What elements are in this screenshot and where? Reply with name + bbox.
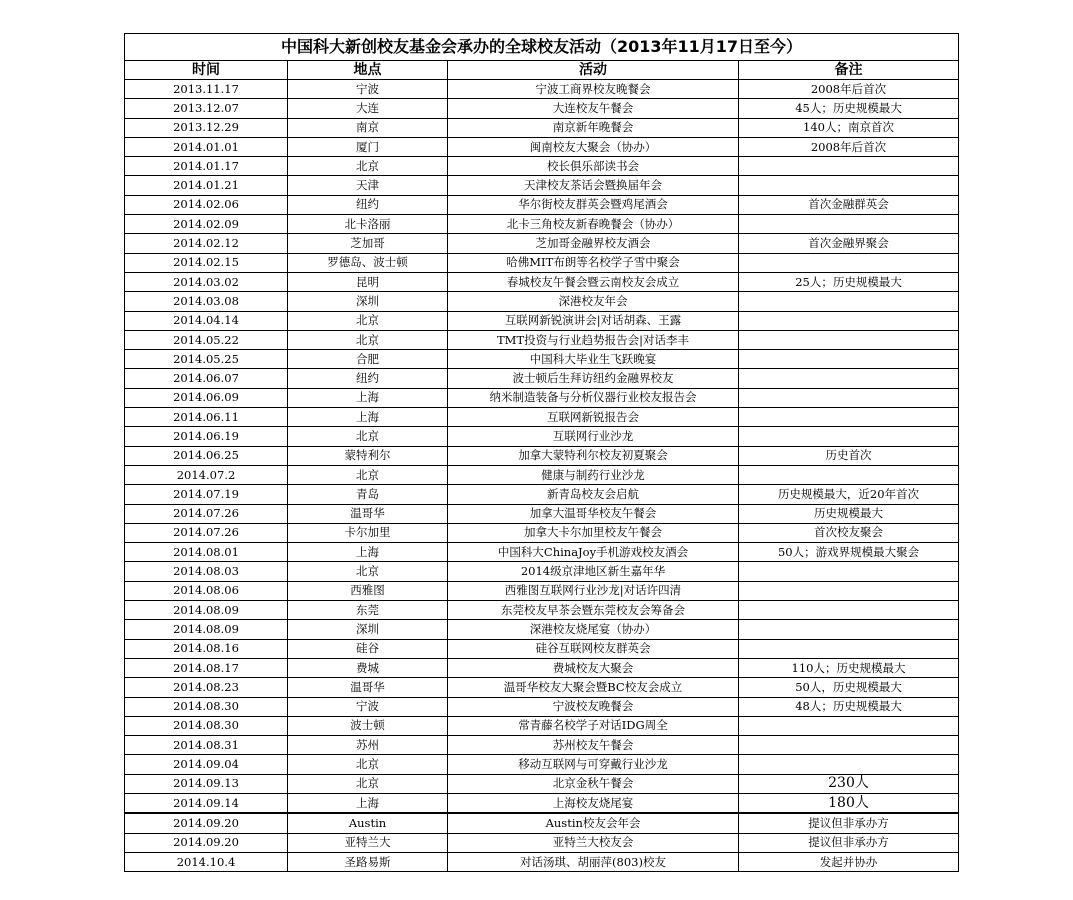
cell-activity: 大连校友午餐会 bbox=[448, 99, 739, 118]
cell-activity: 中国科大ChinaJoy手机游戏校友酒会 bbox=[448, 543, 739, 562]
table-row bbox=[125, 176, 959, 195]
table-row bbox=[125, 311, 959, 330]
cell-activity: 北京金秋午餐会 bbox=[448, 774, 739, 793]
cell-activity: 闽南校友大聚会（协办） bbox=[448, 137, 739, 156]
cell-date: 2014.02.09 bbox=[125, 215, 288, 234]
table-row bbox=[125, 253, 959, 272]
cell-activity: 西雅图互联网行业沙龙|对话许四清 bbox=[448, 581, 739, 600]
table-row bbox=[125, 852, 959, 871]
cell-place: 北京 bbox=[288, 562, 448, 581]
cell-activity: 新青岛校友会启航 bbox=[448, 485, 739, 504]
table-row bbox=[125, 601, 959, 620]
table-row bbox=[125, 774, 959, 793]
cell-note: 110人；历史规模最大 bbox=[739, 658, 959, 677]
cell-date: 2014.09.13 bbox=[125, 774, 288, 793]
cell-place: 上海 bbox=[288, 793, 448, 813]
header-activity: 活动 bbox=[448, 61, 739, 80]
cell-note bbox=[739, 427, 959, 446]
cell-note bbox=[739, 736, 959, 755]
cell-date: 2014.08.23 bbox=[125, 678, 288, 697]
activity-table bbox=[124, 33, 959, 872]
cell-note: 历史规模最大 bbox=[739, 504, 959, 523]
cell-activity: 校长俱乐部读书会 bbox=[448, 157, 739, 176]
table-row bbox=[125, 388, 959, 407]
table-row bbox=[125, 678, 959, 697]
cell-activity: 深港校友年会 bbox=[448, 292, 739, 311]
cell-activity: 加拿大蒙特利尔校友初夏聚会 bbox=[448, 446, 739, 465]
cell-place: 上海 bbox=[288, 388, 448, 407]
cell-activity: 互联网新锐报告会 bbox=[448, 408, 739, 427]
cell-place: 亚特兰大 bbox=[288, 833, 448, 852]
cell-activity: 中国科大毕业生飞跃晚宴 bbox=[448, 350, 739, 369]
cell-activity: 移动互联网与可穿戴行业沙龙 bbox=[448, 755, 739, 774]
table-row bbox=[125, 658, 959, 677]
cell-date: 2014.08.06 bbox=[125, 581, 288, 600]
cell-date: 2014.07.19 bbox=[125, 485, 288, 504]
cell-note: 首次金融群英会 bbox=[739, 195, 959, 214]
cell-activity: 硅谷互联网校友群英会 bbox=[448, 639, 739, 658]
table-row bbox=[125, 330, 959, 349]
cell-note bbox=[739, 639, 959, 658]
cell-note: 历史首次 bbox=[739, 446, 959, 465]
cell-activity: 纳米制造装备与分析仪器行业校友报告会 bbox=[448, 388, 739, 407]
table-row bbox=[125, 195, 959, 214]
table-row bbox=[125, 427, 959, 446]
cell-place: 深圳 bbox=[288, 292, 448, 311]
cell-note bbox=[739, 157, 959, 176]
cell-activity: 健康与制药行业沙龙 bbox=[448, 465, 739, 484]
table-row bbox=[125, 408, 959, 427]
table-row bbox=[125, 369, 959, 388]
table-row bbox=[125, 813, 959, 833]
cell-place: 东莞 bbox=[288, 601, 448, 620]
cell-date: 2014.08.17 bbox=[125, 658, 288, 677]
cell-place: 昆明 bbox=[288, 272, 448, 291]
cell-note: 首次校友聚会 bbox=[739, 523, 959, 542]
cell-date: 2014.08.09 bbox=[125, 620, 288, 639]
table-row bbox=[125, 485, 959, 504]
cell-note bbox=[739, 620, 959, 639]
cell-date: 2014.03.02 bbox=[125, 272, 288, 291]
table-row bbox=[125, 465, 959, 484]
cell-place: 西雅图 bbox=[288, 581, 448, 600]
cell-place: 圣路易斯 bbox=[288, 852, 448, 871]
cell-activity: 温哥华校友大聚会暨BC校友会成立 bbox=[448, 678, 739, 697]
cell-date: 2014.09.20 bbox=[125, 813, 288, 833]
cell-place: 卡尔加里 bbox=[288, 523, 448, 542]
table-row bbox=[125, 157, 959, 176]
cell-activity: Austin校友会年会 bbox=[448, 813, 739, 833]
table-row bbox=[125, 755, 959, 774]
cell-place: 硅谷 bbox=[288, 639, 448, 658]
cell-note bbox=[739, 176, 959, 195]
cell-activity: 互联网新锐演讲会|对话胡森、王露 bbox=[448, 311, 739, 330]
cell-date: 2014.02.06 bbox=[125, 195, 288, 214]
cell-note: 25人；历史规模最大 bbox=[739, 272, 959, 291]
cell-date: 2014.09.20 bbox=[125, 833, 288, 852]
cell-date: 2014.06.25 bbox=[125, 446, 288, 465]
cell-activity: 常青藤名校学子对话IDG周全 bbox=[448, 716, 739, 735]
cell-activity: 苏州校友午餐会 bbox=[448, 736, 739, 755]
cell-note bbox=[739, 388, 959, 407]
table-row bbox=[125, 620, 959, 639]
cell-activity: 互联网行业沙龙 bbox=[448, 427, 739, 446]
cell-note bbox=[739, 369, 959, 388]
table-row bbox=[125, 272, 959, 291]
cell-date: 2014.02.15 bbox=[125, 253, 288, 272]
table-row bbox=[125, 736, 959, 755]
table-title: 中国科大新创校友基金会承办的全球校友活动（2013年11月17日至今） bbox=[125, 34, 959, 61]
table-row bbox=[125, 793, 959, 813]
cell-activity: 加拿大卡尔加里校友午餐会 bbox=[448, 523, 739, 542]
cell-activity: 波士顿后生拜访纽约金融界校友 bbox=[448, 369, 739, 388]
cell-date: 2014.08.03 bbox=[125, 562, 288, 581]
cell-place: 北京 bbox=[288, 157, 448, 176]
header-place: 地点 bbox=[288, 61, 448, 80]
cell-place: 宁波 bbox=[288, 80, 448, 99]
header-row bbox=[125, 61, 959, 80]
cell-note: 发起并协办 bbox=[739, 852, 959, 871]
cell-date: 2014.07.2 bbox=[125, 465, 288, 484]
cell-date: 2014.08.31 bbox=[125, 736, 288, 755]
cell-note: 50人，历史规模最大 bbox=[739, 678, 959, 697]
cell-date: 2013.12.29 bbox=[125, 118, 288, 137]
cell-activity: 东莞校友早茶会暨东莞校友会筹备会 bbox=[448, 601, 739, 620]
cell-date: 2013.12.07 bbox=[125, 99, 288, 118]
cell-note: 2008年后首次 bbox=[739, 80, 959, 99]
cell-place: 上海 bbox=[288, 543, 448, 562]
cell-place: 厦门 bbox=[288, 137, 448, 156]
cell-date: 2014.05.25 bbox=[125, 350, 288, 369]
cell-place: 温哥华 bbox=[288, 678, 448, 697]
cell-note bbox=[739, 601, 959, 620]
cell-date: 2014.10.4 bbox=[125, 852, 288, 871]
table-row bbox=[125, 234, 959, 253]
table-row bbox=[125, 716, 959, 735]
cell-place: 深圳 bbox=[288, 620, 448, 639]
cell-date: 2014.08.09 bbox=[125, 601, 288, 620]
cell-activity: 春城校友午餐会暨云南校友会成立 bbox=[448, 272, 739, 291]
cell-activity: 费城校友大聚会 bbox=[448, 658, 739, 677]
table-row bbox=[125, 99, 959, 118]
cell-note bbox=[739, 215, 959, 234]
cell-note: 45人；历史规模最大 bbox=[739, 99, 959, 118]
cell-date: 2014.08.16 bbox=[125, 639, 288, 658]
table-row bbox=[125, 562, 959, 581]
cell-note: 提议但非承办方 bbox=[739, 833, 959, 852]
cell-place: 青岛 bbox=[288, 485, 448, 504]
cell-note bbox=[739, 330, 959, 349]
cell-place: 北京 bbox=[288, 465, 448, 484]
table-row bbox=[125, 697, 959, 716]
cell-date: 2014.07.26 bbox=[125, 523, 288, 542]
cell-note bbox=[739, 311, 959, 330]
cell-activity: 天津校友茶话会暨换届年会 bbox=[448, 176, 739, 195]
cell-date: 2014.06.11 bbox=[125, 408, 288, 427]
cell-activity: 宁波校友晚餐会 bbox=[448, 697, 739, 716]
cell-date: 2014.08.30 bbox=[125, 716, 288, 735]
header-note: 备注 bbox=[739, 61, 959, 80]
cell-place: 纽约 bbox=[288, 195, 448, 214]
table-body bbox=[125, 80, 959, 872]
cell-place: 北京 bbox=[288, 311, 448, 330]
cell-date: 2014.06.07 bbox=[125, 369, 288, 388]
cell-note bbox=[739, 350, 959, 369]
cell-activity: 深港校友烧尾宴（协办） bbox=[448, 620, 739, 639]
cell-activity: 南京新年晚餐会 bbox=[448, 118, 739, 137]
cell-note bbox=[739, 465, 959, 484]
cell-note bbox=[739, 562, 959, 581]
table-row bbox=[125, 543, 959, 562]
cell-place: 天津 bbox=[288, 176, 448, 195]
cell-activity: 2014级京津地区新生嘉年华 bbox=[448, 562, 739, 581]
cell-date: 2014.09.04 bbox=[125, 755, 288, 774]
table-row bbox=[125, 137, 959, 156]
cell-date: 2014.05.22 bbox=[125, 330, 288, 349]
cell-activity: 芝加哥金融界校友酒会 bbox=[448, 234, 739, 253]
header-date: 时间 bbox=[125, 61, 288, 80]
cell-note bbox=[739, 253, 959, 272]
cell-place: 罗德岛、波士顿 bbox=[288, 253, 448, 272]
cell-date: 2014.08.01 bbox=[125, 543, 288, 562]
cell-activity: 华尔街校友群英会暨鸡尾酒会 bbox=[448, 195, 739, 214]
cell-place: 纽约 bbox=[288, 369, 448, 388]
cell-note: 140人；南京首次 bbox=[739, 118, 959, 137]
cell-place: 苏州 bbox=[288, 736, 448, 755]
table-row bbox=[125, 292, 959, 311]
cell-place: 宁波 bbox=[288, 697, 448, 716]
cell-date: 2014.04.14 bbox=[125, 311, 288, 330]
cell-place: 北京 bbox=[288, 330, 448, 349]
cell-date: 2014.08.30 bbox=[125, 697, 288, 716]
cell-date: 2014.09.14 bbox=[125, 793, 288, 813]
table-row bbox=[125, 581, 959, 600]
cell-note: 180人 bbox=[739, 793, 959, 813]
cell-place: 大连 bbox=[288, 99, 448, 118]
cell-activity: 宁波工商界校友晚餐会 bbox=[448, 80, 739, 99]
cell-place: 费城 bbox=[288, 658, 448, 677]
cell-place: Austin bbox=[288, 813, 448, 833]
cell-place: 北京 bbox=[288, 755, 448, 774]
cell-activity: TMT投资与行业趋势报告会|对话李丰 bbox=[448, 330, 739, 349]
table-row bbox=[125, 350, 959, 369]
table-row bbox=[125, 833, 959, 852]
cell-date: 2014.07.26 bbox=[125, 504, 288, 523]
cell-note bbox=[739, 581, 959, 600]
cell-note: 首次金融界聚会 bbox=[739, 234, 959, 253]
cell-note: 48人；历史规模最大 bbox=[739, 697, 959, 716]
cell-note bbox=[739, 716, 959, 735]
cell-note: 历史规模最大，近20年首次 bbox=[739, 485, 959, 504]
cell-date: 2014.01.01 bbox=[125, 137, 288, 156]
cell-place: 蒙特利尔 bbox=[288, 446, 448, 465]
cell-place: 北京 bbox=[288, 774, 448, 793]
cell-activity: 加拿大温哥华校友午餐会 bbox=[448, 504, 739, 523]
table-row bbox=[125, 504, 959, 523]
cell-date: 2014.01.17 bbox=[125, 157, 288, 176]
cell-date: 2014.03.08 bbox=[125, 292, 288, 311]
cell-date: 2014.06.19 bbox=[125, 427, 288, 446]
table-row bbox=[125, 118, 959, 137]
cell-place: 合肥 bbox=[288, 350, 448, 369]
cell-note: 2008年后首次 bbox=[739, 137, 959, 156]
cell-note: 提议但非承办方 bbox=[739, 813, 959, 833]
cell-note: 230人 bbox=[739, 774, 959, 793]
cell-date: 2013.11.17 bbox=[125, 80, 288, 99]
cell-activity: 对话汤琪、胡丽萍(803)校友 bbox=[448, 852, 739, 871]
cell-date: 2014.02.12 bbox=[125, 234, 288, 253]
table-row bbox=[125, 446, 959, 465]
cell-note bbox=[739, 755, 959, 774]
cell-note bbox=[739, 408, 959, 427]
cell-place: 芝加哥 bbox=[288, 234, 448, 253]
cell-note: 50人；游戏界规模最大聚会 bbox=[739, 543, 959, 562]
cell-activity: 哈佛MIT布朗等名校学子雪中聚会 bbox=[448, 253, 739, 272]
cell-activity: 上海校友烧尾宴 bbox=[448, 793, 739, 813]
cell-place: 波士顿 bbox=[288, 716, 448, 735]
cell-activity: 亚特兰大校友会 bbox=[448, 833, 739, 852]
cell-place: 上海 bbox=[288, 408, 448, 427]
cell-place: 北京 bbox=[288, 427, 448, 446]
table-row bbox=[125, 215, 959, 234]
table-row bbox=[125, 639, 959, 658]
cell-note bbox=[739, 292, 959, 311]
cell-date: 2014.06.09 bbox=[125, 388, 288, 407]
cell-place: 北卡洛丽 bbox=[288, 215, 448, 234]
table-row bbox=[125, 523, 959, 542]
cell-place: 南京 bbox=[288, 118, 448, 137]
table-row bbox=[125, 80, 959, 99]
cell-date: 2014.01.21 bbox=[125, 176, 288, 195]
cell-place: 温哥华 bbox=[288, 504, 448, 523]
cell-activity: 北卡三角校友新春晚餐会（协办） bbox=[448, 215, 739, 234]
